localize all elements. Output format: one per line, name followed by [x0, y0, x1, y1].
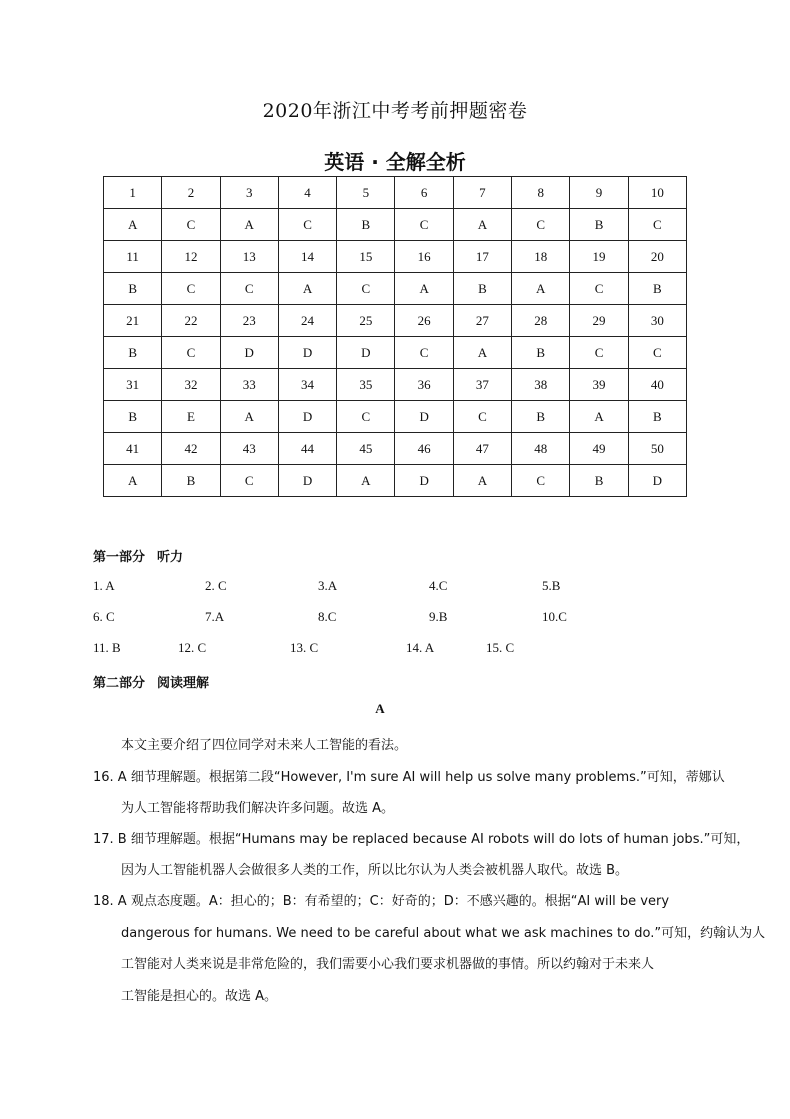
question-number-cell: 21 — [104, 305, 162, 337]
question-number-cell: 41 — [104, 433, 162, 465]
question-number-cell: 10 — [628, 177, 686, 209]
answer-cell: B — [512, 401, 570, 433]
answer-cell: C — [395, 209, 453, 241]
listening-answer: 12. C — [178, 640, 207, 655]
answer-cell: A — [278, 273, 336, 305]
answer-cell: D — [395, 401, 453, 433]
listening-answer: 15. C — [486, 640, 515, 655]
listening-answer: 5.B — [542, 578, 561, 593]
answer-cell: B — [453, 273, 511, 305]
answer-cell: D — [395, 465, 453, 497]
document-subtitle: 英语 · 全解全析 — [324, 150, 466, 174]
question-number-cell: 46 — [395, 433, 453, 465]
question-number-cell: 38 — [512, 369, 570, 401]
question-number-cell: 5 — [337, 177, 395, 209]
question-number-cell: 11 — [104, 241, 162, 273]
q16-explanation-line2: 为人工智能将帮助我们解决许多问题。故选 A。 — [121, 801, 395, 816]
answer-key-table — [103, 176, 687, 497]
answer-row — [104, 401, 687, 433]
listening-answer: 9.B — [429, 609, 448, 624]
answer-row — [104, 337, 687, 369]
listening-answer: 2. C — [205, 578, 227, 593]
question-number-row — [104, 369, 687, 401]
q18-explanation-line4: 工智能是担心的。故选 A。 — [121, 989, 278, 1004]
answer-cell: A — [337, 465, 395, 497]
question-number-cell: 44 — [278, 433, 336, 465]
listening-answer: 1. A — [93, 578, 115, 593]
answer-row — [104, 465, 687, 497]
question-number-cell: 18 — [512, 241, 570, 273]
answer-cell: E — [162, 401, 220, 433]
question-number-cell: 29 — [570, 305, 628, 337]
answer-cell: C — [628, 337, 686, 369]
question-number-row — [104, 305, 687, 337]
answer-cell: C — [512, 465, 570, 497]
question-number-cell: 48 — [512, 433, 570, 465]
answer-cell: B — [628, 273, 686, 305]
answer-cell: A — [104, 209, 162, 241]
listening-answer: 14. A — [406, 640, 435, 655]
listening-answer: 3.A — [318, 578, 338, 593]
answer-cell: C — [337, 273, 395, 305]
question-number-cell: 30 — [628, 305, 686, 337]
answer-cell: C — [162, 337, 220, 369]
answer-cell: D — [220, 337, 278, 369]
answer-cell: A — [512, 273, 570, 305]
part2-heading-name: 阅读理解 — [157, 676, 210, 691]
listening-answer: 4.C — [429, 578, 448, 593]
answer-cell: C — [570, 273, 628, 305]
answer-cell: B — [570, 209, 628, 241]
answer-cell: B — [104, 337, 162, 369]
answer-cell: A — [453, 337, 511, 369]
answer-cell: B — [104, 273, 162, 305]
answer-cell: A — [220, 209, 278, 241]
answer-cell: A — [570, 401, 628, 433]
question-number-cell: 43 — [220, 433, 278, 465]
listening-answer: 13. C — [290, 640, 319, 655]
question-number-cell: 12 — [162, 241, 220, 273]
part1-heading-label: 第一部分 — [93, 550, 146, 565]
q17-explanation-line1: 17. B 细节理解题。根据“Humans may be replaced because AI robots will do lots of human jobs.”可知， — [93, 832, 750, 847]
question-number-cell: 15 — [337, 241, 395, 273]
listening-answer: 10.C — [542, 609, 567, 624]
question-number-cell: 28 — [512, 305, 570, 337]
question-number-cell: 35 — [337, 369, 395, 401]
question-number-row — [104, 177, 687, 209]
question-number-cell: 23 — [220, 305, 278, 337]
question-number-cell: 36 — [395, 369, 453, 401]
answer-row — [104, 273, 687, 305]
answer-cell: B — [104, 401, 162, 433]
answer-cell: B — [162, 465, 220, 497]
answer-cell: C — [278, 209, 336, 241]
answer-cell: A — [453, 465, 511, 497]
part2-heading-label: 第二部分 — [93, 676, 146, 691]
question-number-cell: 4 — [278, 177, 336, 209]
reading-intro: 本文主要介绍了四位同学对未来人工智能的看法。 — [121, 738, 408, 753]
listening-answer: 11. B — [93, 640, 121, 655]
answer-cell: C — [162, 209, 220, 241]
question-number-cell: 1 — [104, 177, 162, 209]
question-number-cell: 7 — [453, 177, 511, 209]
q18-explanation-line3: 工智能对人类来说是非常危险的，我们需要小心我们要求机器做的事情。所以约翰对于未来人 — [121, 957, 655, 972]
answer-cell: D — [337, 337, 395, 369]
question-number-cell: 39 — [570, 369, 628, 401]
q17-explanation-line2: 因为人工智能机器人会做很多人类的工作，所以比尔认为人类会被机器人取代。故选 B。 — [121, 863, 629, 878]
question-number-cell: 31 — [104, 369, 162, 401]
part2-heading — [93, 672, 209, 691]
question-number-cell: 17 — [453, 241, 511, 273]
answer-cell: A — [104, 465, 162, 497]
document-title: 2020年浙江中考考前押题密卷 — [262, 100, 528, 122]
q18-explanation-line1: 18. A 观点态度题。A：担心的；B：有希望的；C：好奇的；D：不感兴趣的。根据“AI will be very — [93, 894, 670, 909]
question-number-cell: 49 — [570, 433, 628, 465]
answer-cell: C — [512, 209, 570, 241]
question-number-cell: 25 — [337, 305, 395, 337]
answer-cell: A — [395, 273, 453, 305]
question-number-cell: 20 — [628, 241, 686, 273]
answer-row — [104, 209, 687, 241]
answer-cell: A — [453, 209, 511, 241]
answer-cell: C — [337, 401, 395, 433]
question-number-cell: 26 — [395, 305, 453, 337]
question-number-cell: 3 — [220, 177, 278, 209]
question-number-cell: 9 — [570, 177, 628, 209]
question-number-cell: 27 — [453, 305, 511, 337]
question-number-cell: 37 — [453, 369, 511, 401]
part1-heading-name: 听力 — [157, 550, 184, 565]
question-number-row — [104, 433, 687, 465]
question-number-cell: 42 — [162, 433, 220, 465]
question-number-cell: 6 — [395, 177, 453, 209]
answer-cell: C — [453, 401, 511, 433]
question-number-cell: 13 — [220, 241, 278, 273]
listening-answer: 7.A — [205, 609, 225, 624]
answer-cell: B — [570, 465, 628, 497]
question-number-cell: 22 — [162, 305, 220, 337]
question-number-cell: 34 — [278, 369, 336, 401]
question-number-cell: 32 — [162, 369, 220, 401]
question-number-cell: 19 — [570, 241, 628, 273]
q16-explanation-line1: 16. A 细节理解题。根据第二段“However, I'm sure AI will help us solve many problems.”可知，蒂娜认 — [93, 770, 725, 785]
answer-cell: D — [628, 465, 686, 497]
q18-explanation-line2: dangerous for humans. We need to be careful about what we ask machines to do.”可知，约翰认为人 — [121, 926, 766, 941]
answer-cell: D — [278, 465, 336, 497]
answer-cell: C — [162, 273, 220, 305]
listening-answer: 8.C — [318, 609, 337, 624]
question-number-cell: 16 — [395, 241, 453, 273]
question-number-cell: 47 — [453, 433, 511, 465]
question-number-cell: 24 — [278, 305, 336, 337]
part1-heading — [93, 546, 183, 565]
question-number-cell: 45 — [337, 433, 395, 465]
answer-cell: C — [220, 273, 278, 305]
answer-cell: B — [628, 401, 686, 433]
answer-cell: C — [220, 465, 278, 497]
answer-cell: B — [512, 337, 570, 369]
question-number-cell: 14 — [278, 241, 336, 273]
answer-cell: A — [220, 401, 278, 433]
answer-cell: D — [278, 337, 336, 369]
answer-cell: C — [395, 337, 453, 369]
answer-cell: C — [628, 209, 686, 241]
answer-cell: D — [278, 401, 336, 433]
question-number-cell: 40 — [628, 369, 686, 401]
question-number-row — [104, 241, 687, 273]
listening-answer: 6. C — [93, 609, 115, 624]
reading-section-label: A — [375, 701, 385, 716]
answer-cell: B — [337, 209, 395, 241]
question-number-cell: 2 — [162, 177, 220, 209]
answer-cell: C — [570, 337, 628, 369]
question-number-cell: 50 — [628, 433, 686, 465]
question-number-cell: 8 — [512, 177, 570, 209]
question-number-cell: 33 — [220, 369, 278, 401]
